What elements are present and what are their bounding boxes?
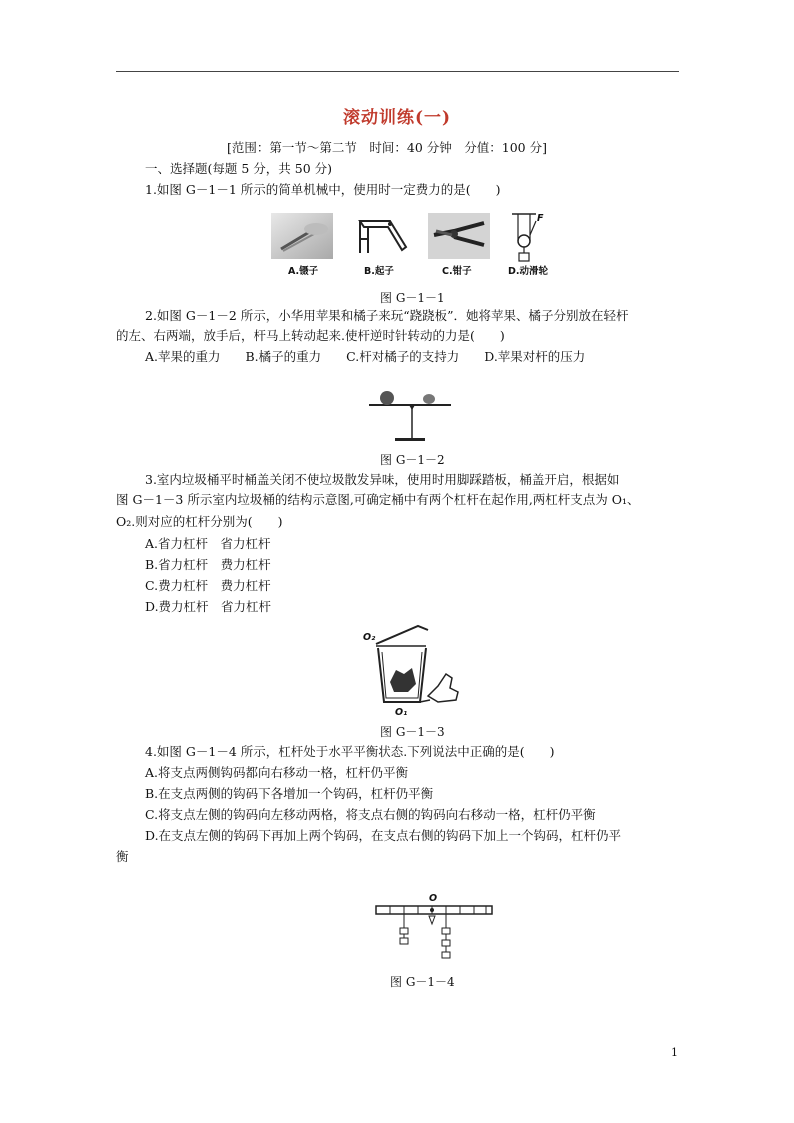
caption-fig-3: 图 G－1－3	[380, 725, 445, 739]
pivot-o-label: O	[429, 893, 438, 904]
question-4: 4.如图 G－1－4 所示，杠杆处于水平平衡状态.下列说法中正确的是( )	[145, 744, 555, 759]
section-heading: 一、选择题(每题 5 分，共 50 分)	[145, 161, 333, 176]
question-2-line-1: 2.如图 G－1－2 所示，小华用苹果和橘子来玩“跷跷板”．她将苹果、橘子分别放在轻杆	[145, 308, 629, 323]
question-1: 1.如图 G－1－1 所示的简单机械中，使用时一定费力的是( )	[145, 182, 501, 197]
question-3-option-c: C.费力杠杆 费力杠杆	[145, 578, 271, 593]
label-c: C.钳子	[442, 266, 472, 277]
caption-fig-1: 图 G－1－1	[380, 291, 445, 305]
page-title: 滚动训练(一)	[342, 108, 452, 128]
question-2-line-2: 的左、右两端，放手后，杆马上转动起来.使杆逆时针转动的力是( )	[116, 328, 505, 343]
question-3-option-a: A.省力杠杆 省力杠杆	[145, 536, 271, 551]
label-d: D.动滑轮	[508, 266, 548, 277]
figure-lever-balance	[374, 902, 494, 964]
question-3-line-3: O₂.则对应的杠杆分别为( )	[116, 514, 283, 529]
force-f-label: F	[537, 213, 544, 224]
question-4-option-d-cont: 衡	[116, 849, 129, 864]
scope-line: [范围：第一节～第二节 时间：40 分钟 分值：100 分]	[227, 140, 547, 155]
page-number: 1	[671, 1046, 678, 1059]
question-4-option-a: A.将支点两侧钩码都向右移动一格，杠杆仍平衡	[145, 765, 409, 780]
figure-seesaw	[365, 386, 455, 448]
question-2-options: A.苹果的重力 B.橘子的重力 C.杆对橘子的支持力 D.苹果对杆的压力	[145, 349, 586, 364]
question-4-option-d: D.在支点左侧的钩码下再加上两个钩码，在支点右侧的钩码下加上一个钩码，杠杆仍平	[145, 828, 622, 843]
caption-fig-2: 图 G－1－2	[380, 453, 445, 467]
o1-label: O₁	[395, 707, 408, 718]
o2-label: O₂	[363, 632, 376, 643]
figure-bottle-opener	[354, 213, 410, 259]
question-4-option-b: B.在支点两侧的钩码下各增加一个钩码，杠杆仍平衡	[145, 786, 434, 801]
label-b: B.起子	[364, 266, 394, 277]
question-3-option-b: B.省力杠杆 费力杠杆	[145, 557, 271, 572]
question-4-option-c: C.将支点左侧的钩码向左移动两格，将支点右侧的钩码向右移动一格，杠杆仍平衡	[145, 807, 596, 822]
question-3-line-2: 图 G－1－3 所示室内垃圾桶的结构示意图,可确定桶中有两个杠杆在起作用,两杠杆支点为 O₁、	[116, 492, 640, 507]
caption-fig-4: 图 G－1－4	[390, 975, 455, 989]
question-3-option-d: D.费力杠杆 省力杠杆	[145, 599, 272, 614]
figure-pliers	[428, 213, 490, 259]
label-a: A.镊子	[288, 266, 319, 277]
figure-movable-pulley	[510, 211, 550, 265]
question-3-line-1: 3.室内垃圾桶平时桶盖关闭不使垃圾散发异味，使用时用脚踩踏板，桶盖开启，根据如	[145, 472, 620, 487]
figure-trash-can	[368, 622, 468, 712]
figure-tweezers	[271, 213, 333, 259]
header-rule	[116, 71, 679, 72]
